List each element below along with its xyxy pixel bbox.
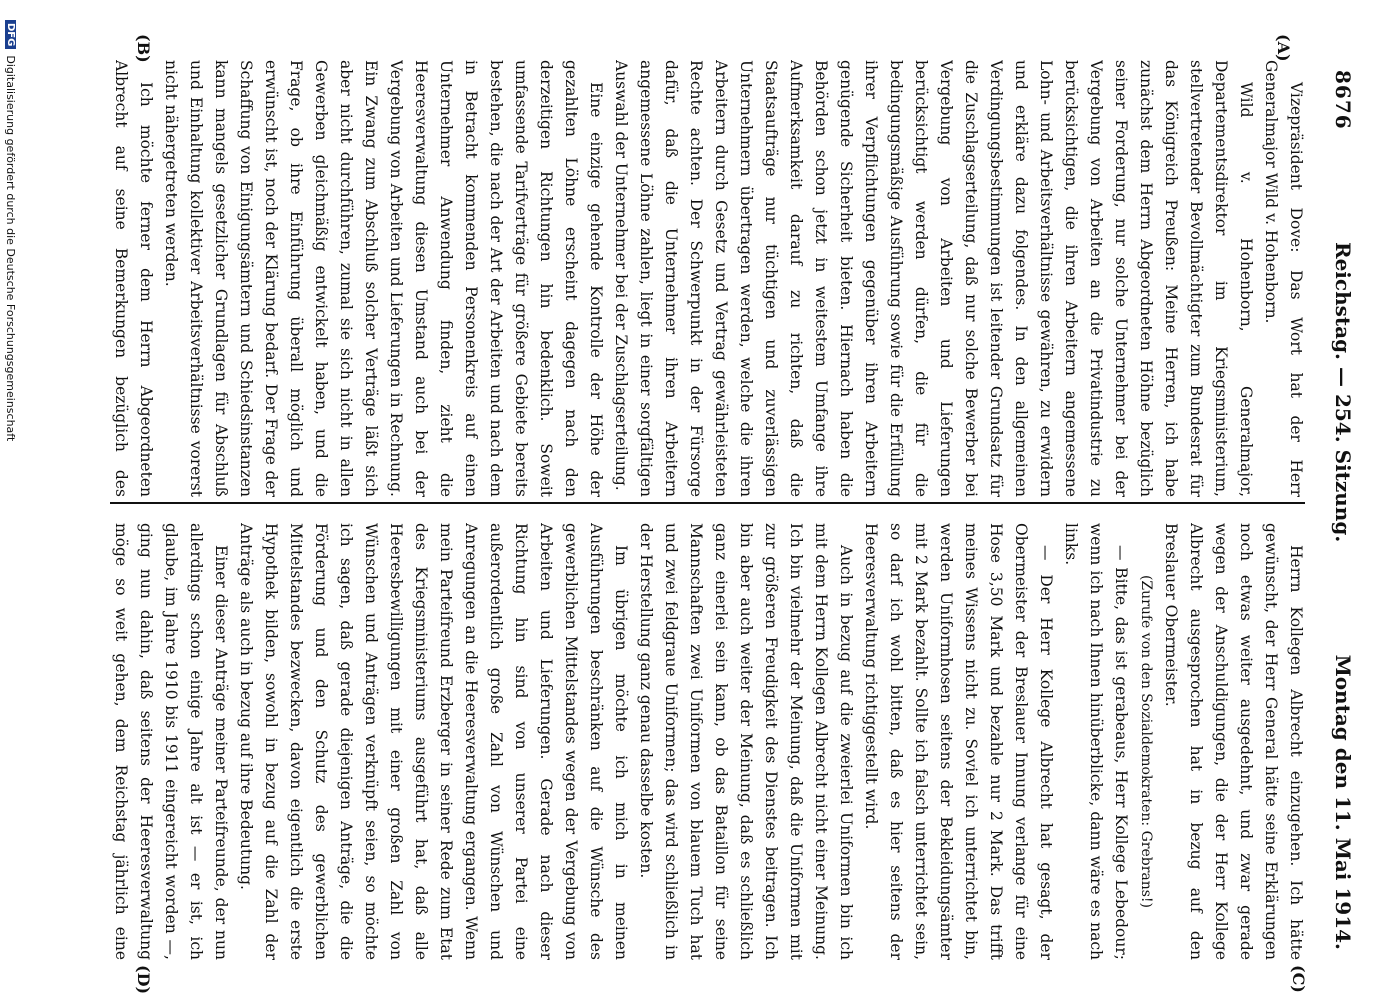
credit-text: Digitalisierung gefördert durch die Deutsche Forschungsgemeinschaft — [4, 55, 17, 442]
paragraph: Einer dieser Anträge meiner Parteifreunde, der nun allerdings schon einige Jahre alt ist — er ist, ich glaube, im Jahre 1910 bis 1911 eingereicht worden —, ging nun dahin, daß seitens der Heeresverwaltung möge so weit gehen, dem Reichstag jährlich eine — [112, 523, 230, 960]
paragraph: Vizepräsident Dove: Das Wort hat der Herr Generalmajor Wild v. Hohenborn. — [1262, 60, 1305, 497]
left-column — [108, 60, 1308, 497]
session-date: Montag den 11. Mai 1914. — [1331, 654, 1355, 950]
paragraph: Wild v. Hohenborn, Generalmajor, Departementsdirektor im Kriegsministerium, stellvertretender Bevollmächtigter zum Bundesrat für das Königreich Preußen: Meine Herren, ich habe zunächst dem Herrn Abgeordneten Höhne bezüglich seiner Forderung, nur solche Unternehmer bei der Vergebung von Arbeiten an die Privatindustrie zu berücksichtigen, die ihren Arbeitern angemessene Lohn- und Arbeitsverhältnisse gewähren, zu erwidern und erkläre dazu folgendes. In den allgemeinen Verdingungsbestimmungen ist leitender Grundsatz für die Zuschlagserteilung, daß nur solche Bewerber bei Vergebung von Arbeiten und Lieferungen berücksichtigt werden dürfen, die für die bedingungsmäßige Ausführung sowie für die Erfüllung ihrer Verpflichtungen gegenüber ihren Arbeitern genügende Sicherheit bieten. Hiernach haben die Behörden schon jetzt in weitestem Umfange ihre Aufmerksamkeit darauf zu richten, daß die Staatsaufträge nur tüchtigen und zuverlässigen Unternehmern übertragen werden, welche die ihren Arbeitern durch Gesetz und Vertrag gewährleisteten Rechte achten. Der Schwerpunkt in der Fürsorge dafür, daß die Unternehmer ihren Arbeitern angemessene Löhne zahlen, liegt in einer sorgfältigen Auswahl der Unternehmer bei der Zuschlagserteilung. — [612, 60, 1255, 497]
margin-mark-b: (B) — [134, 34, 153, 63]
page-number: 8676 — [1331, 70, 1355, 130]
paragraph: Auch in bezug auf die zweierlei Uniformen bin ich mit dem Herrn Kollegen Albrecht nicht einer Meinung. Ich bin vielmehr der Meinung, daß die Uniformen mit zur größeren Freudigkeit des Dienstes beitragen. Ich bin aber auch weiter der Meinung, daß es schließlich ganz einerlei sein kann, ob das Bataillon für seine Mannschaften zwei Uniformen von blauem Tuch hat und zwei feldgraue Uniformen; das wird schließlich in der Herstellung ganz genau dasselbe kosten. — [637, 523, 855, 960]
column-divider — [110, 502, 1305, 504]
interjection: (Zurufe von den Sozialdemokraten: Grebrans!) — [1138, 574, 1154, 909]
paragraph: Eine einzige gehende Kontrolle der Höhe der gezahlten Löhne erscheint dagegen nach den derzeitigen Richtungen hin bedenklich. Soweit umfassende Tarifverträge für größere Gebiete bereits bestehen, die nach der Art der Arbeiten und nach dem in Betracht kommenden Personenkreis auf einen Unternehmer Anwendung finden, zieht die Heeresverwaltung diesen Umstand auch bei der Vergebung von Arbeiten und Lieferungen in Rechnung. Ein Zwang zum Abschluß solcher Verträge läßt sich aber nicht durchführen, zumal sie sich nicht in allen Gewerben gleichmäßig entwickelt haben, und die Frage, ob ihre Einführung überall möglich und erwünscht ist, noch der Klärung bedarf. Der Frage der Schaffung von Einigungsämtern und Schiedsinstanzen kann mangels gesetzlicher Grundlagen für Abschluß und Einhaltung kollektiver Arbeitsverhältnisse vorerst nicht nähergetreten werden. — [162, 60, 605, 497]
margin-mark-d: (D) — [134, 965, 153, 995]
margin-mark-a: (A) — [1274, 34, 1293, 62]
paragraph: Herrn Kollegen Albrecht einzugehen. Ich hätte gewünscht, der Herr General hätte seine Erklärungen noch etwas weiter ausgedehnt, und zwar gerade wegen der Anschuldigungen, die der Herr Kollege Albrecht ausgesprochen hat in bezug auf den Breslauer Obermeister. — [1162, 523, 1305, 960]
paragraph: Ich möchte ferner dem Herrn Abgeordneten Albrecht auf seine Bemerkungen bezüglich des — [112, 60, 155, 497]
page-header — [1323, 70, 1363, 950]
paragraph: — Der Herr Kollege Albrecht hat gesagt, der Obermeister der Breslauer Innung verlange für eine Hose 3,50 Mark und bezahle nur 2 Mark. Das trifft meines Wissens nicht zu. Soviel ich unterrichtet bin, werden Uniformhosen seitens der Bekleidungsämter mit 2 Mark bezahlt. Sollte ich falsch unterrichtet sein, so darf ich wohl bitten, daß es hier seitens der Heeresverwaltung richtiggestellt wird. — [862, 523, 1055, 960]
paragraph: — Bitte, das ist gerabeaus, Herr Kollege Lebedour; wenn ich nach Ihnen hinüberblicke, dann wäre es nach links. — [1062, 523, 1130, 960]
text-columns — [108, 60, 1308, 960]
digitization-credit — [4, 20, 17, 980]
session-title: Reichstag. — 254. Sitzung. — [1331, 241, 1355, 543]
margin-mark-c: (C) — [1289, 965, 1308, 993]
paragraph: Im übrigen möchte ich mich in meinen Ausführungen beschränken auf die Wünsche des gewerblichen Mittelstandes wegen der Vergebung von Arbeiten und Lieferungen. Gerade nach dieser Richtung hin sind von unserer Partei eine außerordentlich große Zahl von Wünschen und Anregungen an die Heeresverwaltung ergangen. Wenn mein Parteifreund Erzberger in seiner Rede zum Etat des Kriegsministeriums ausgeführt hat, daß alle Heeresbewilligungen mit einer großen Zahl von Wünschen und Anträgen verknüpft seien, so möchte ich sagen, daß gerade diejenigen Anträge, die die Förderung und den Schutz des gewerblichen Mittelstandes bezwecken, davon eigentlich die erste Hypothek bilden, sowohl in bezug auf die Zahl der Anträge als auch in bezug auf ihre Bedeutung. — [237, 523, 630, 960]
right-column — [108, 523, 1308, 960]
dfg-logo-icon: DFG — [5, 20, 16, 49]
